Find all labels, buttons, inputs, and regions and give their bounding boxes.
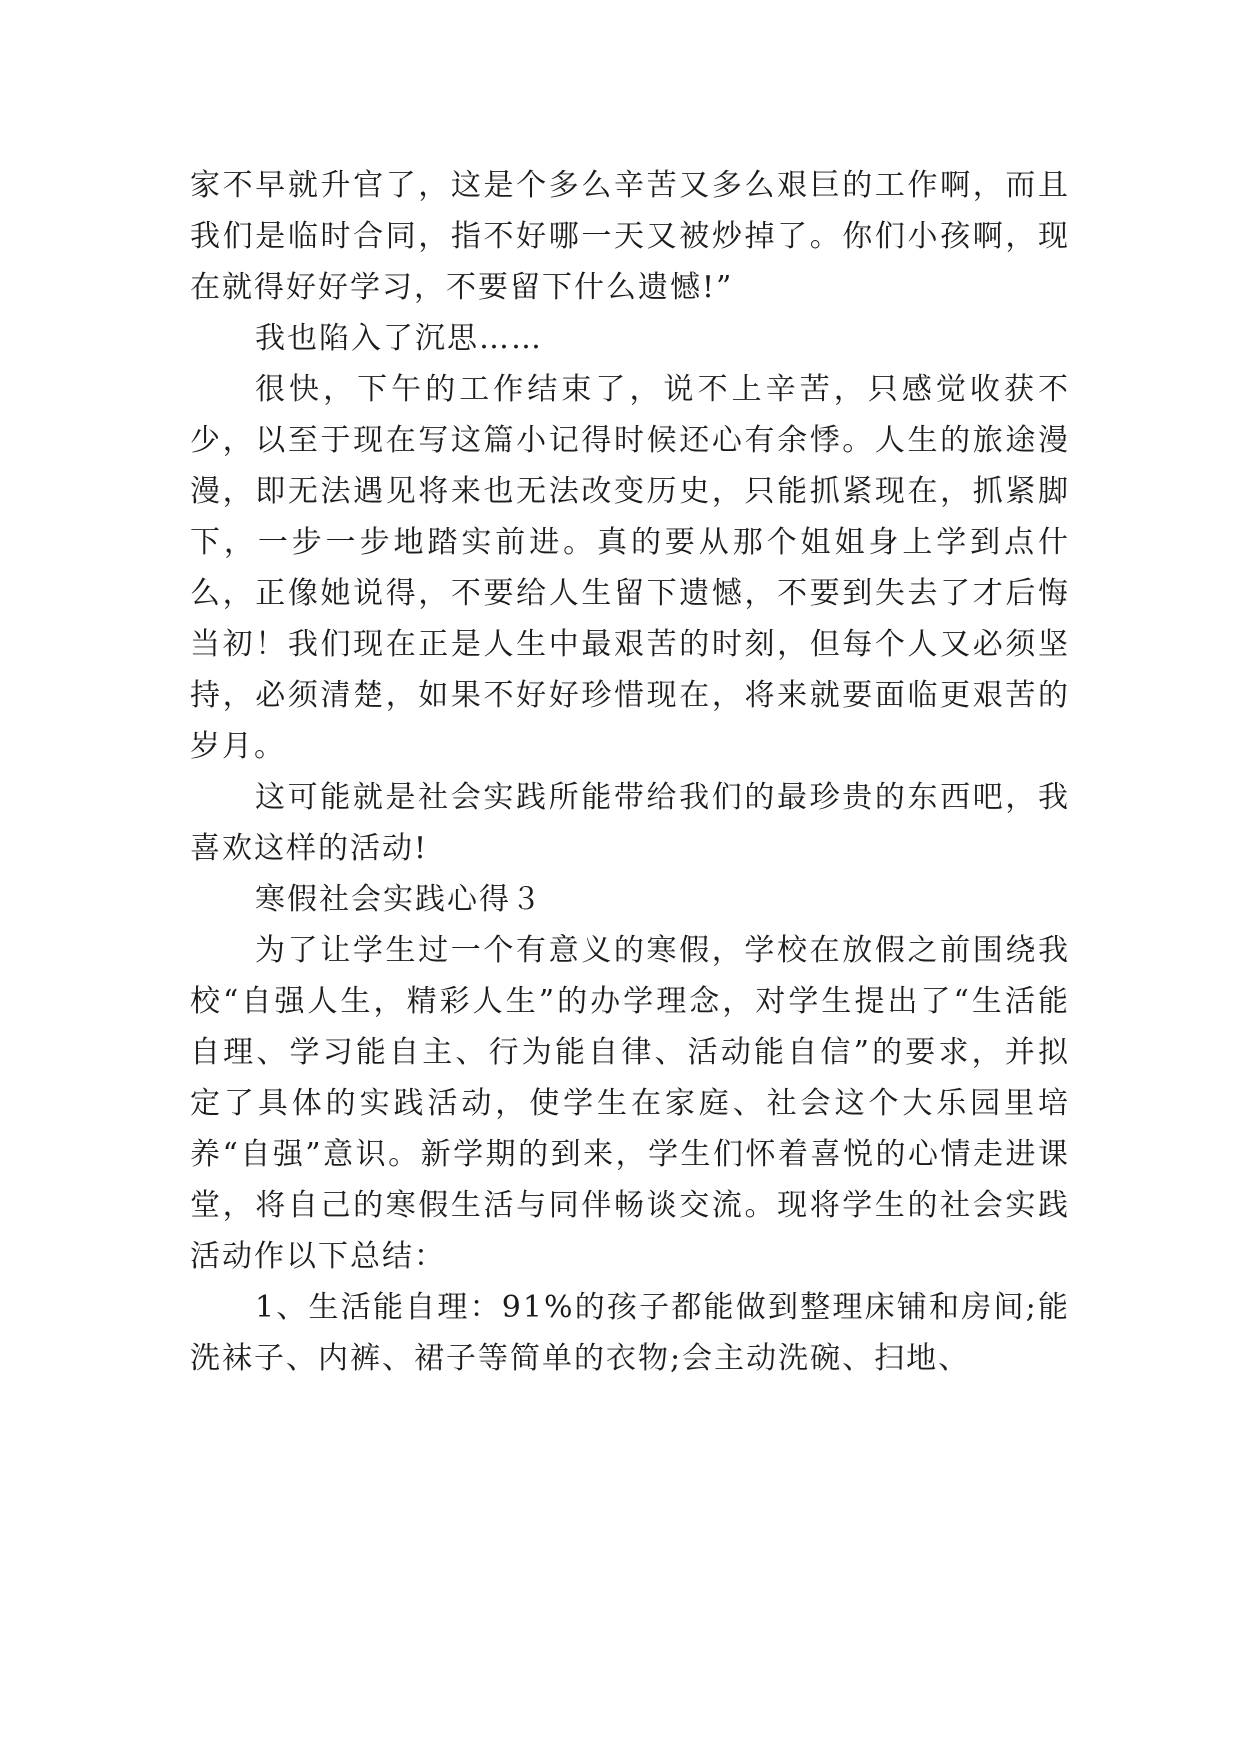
paragraph-continued: 家不早就升官了，这是个多么辛苦又多么艰巨的工作啊，而且我们是临时合同，指不好哪一天又被炒掉了。你们小孩啊，现在就得好好学习，不要留下什么遗憾!” [190,168,1070,305]
paragraph-self-care: 1、生活能自理：91%的孩子都能做到整理床铺和房间;能洗袜子、内裤、裙子等简单的衣物;会主动洗碗、扫地、 [190,1290,1070,1376]
section-heading: 寒假社会实践心得３ [255,882,543,917]
paragraph-reflection: 我也陷入了沉思…… [255,321,543,356]
document-body [190,160,1070,1384]
paragraph-school-intro: 为了让学生过一个有意义的寒假，学校在放假之前围绕我校“自强人生，精彩人生”的办学理念，对学生提出了“生活能自理、学习能自主、行为能自律、活动能自信”的要求，并拟定了具体的实践活动，使学生在家庭、社会这个大乐园里培养“自强”意识。新学期的到来，学生们怀着喜悦的心情走进课堂，将自己的寒假生活与同伴畅谈交流。现将学生的社会实践活动作以下总结： [190,933,1070,1274]
paragraph-conclusion: 这可能就是社会实践所能带给我们的最珍贵的东西吧，我喜欢这样的活动! [190,780,1070,866]
paragraph-afternoon-work: 很快，下午的工作结束了，说不上辛苦，只感觉收获不少，以至于现在写这篇小记得时候还心有余悸。人生的旅途漫漫，即无法遇见将来也无法改变历史，只能抓紧现在，抓紧脚下，一步一步地踏实前进。真的要从那个姐姐身上学到点什么，正像她说得，不要给人生留下遗憾，不要到失去了才后悔当初！我们现在正是人生中最艰苦的时刻，但每个人又必须坚持，必须清楚，如果不好好珍惜现在，将来就要面临更艰苦的岁月。 [190,372,1070,764]
